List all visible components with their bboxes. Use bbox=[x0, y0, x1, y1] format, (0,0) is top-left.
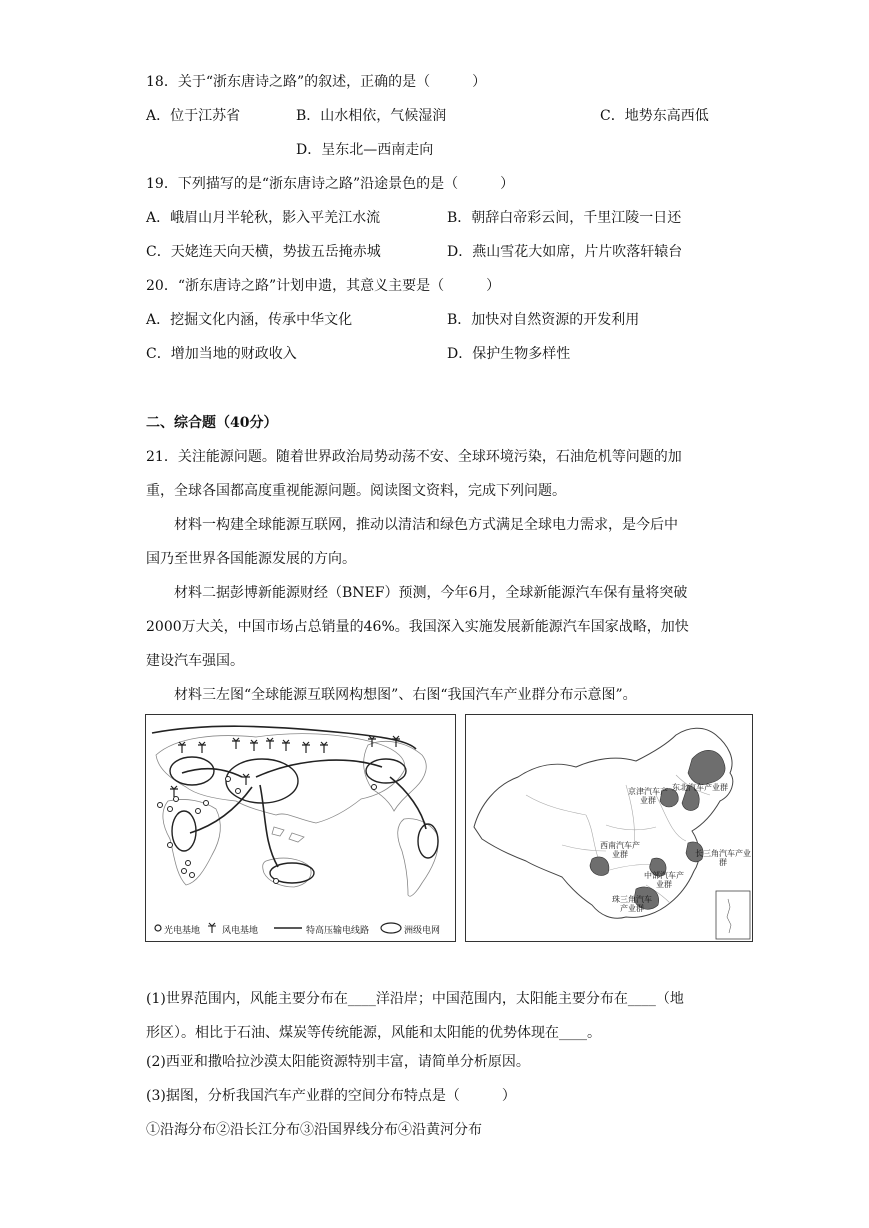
q18-stem: 18．关于“浙东唐诗之路”的叙述，正确的是（ ） bbox=[146, 74, 487, 90]
q19-stem: 19．下列描写的是“浙东唐诗之路”沿途景色的是（ ） bbox=[146, 176, 515, 192]
material1-line2: 国乃至世界各国能源发展的方向。 bbox=[146, 551, 356, 567]
q20-option-a: A．挖掘文化内涵，传承中华文化 bbox=[146, 312, 353, 328]
q18-option-a: A．位于江苏省 bbox=[146, 108, 241, 124]
q20-option-d: D．保护生物多样性 bbox=[447, 346, 571, 362]
label-prd-cluster: 珠三角汽车产业群 bbox=[612, 895, 652, 913]
material2-line2: 2000万大关，中国市场占总销量的46%。我国深入实施发展新能源汽车国家战略，加快 bbox=[146, 619, 689, 635]
q21-intro-line1: 21．关注能源问题。随着世界政治局势动荡不安、全球环境污染，石油危机等问题的加 bbox=[146, 449, 682, 465]
material3-line: 材料三左图“全球能源互联网构想图”、右图“我国汽车产业群分布示意图”。 bbox=[174, 687, 637, 703]
material2-line1: 材料二据彭博新能源财经（BNEF）预测，今年6月，全球新能源汽车保有量将突破 bbox=[174, 585, 688, 601]
q18-option-d: D．呈东北—西南走向 bbox=[296, 142, 434, 158]
section-title: 二、综合题（40分） bbox=[146, 415, 278, 431]
world-map-drawing bbox=[146, 715, 455, 915]
legend-grid: 洲级电网 bbox=[404, 926, 441, 936]
q20-stem: 20．“浙东唐诗之路”计划申遗，其意义主要是（ ） bbox=[146, 278, 501, 294]
legend-wind: 风电基地 bbox=[222, 926, 259, 936]
q21-sub3: (3)据图，分析我国汽车产业群的空间分布特点是（ ） bbox=[146, 1088, 516, 1104]
q19-option-c: C．天姥连天向天横，势拔五岳掩赤城 bbox=[146, 244, 381, 260]
q20-option-c: C．增加当地的财政收入 bbox=[146, 346, 297, 362]
q18-option-c: C．地势东高西低 bbox=[600, 108, 709, 124]
q21-sub1-line2: 形区）。相比于石油、煤炭等传统能源，风能和太阳能的优势体现在____。 bbox=[146, 1025, 601, 1041]
label-central-cluster: 中部汽车产业群 bbox=[644, 871, 684, 889]
material1-line1: 材料一构建全球能源互联网，推动以清洁和绿色方式满足全球电力需求，是今后中 bbox=[174, 517, 678, 533]
label-jingjin-cluster: 京津汽车产业群 bbox=[628, 787, 668, 805]
china-auto-cluster-map bbox=[465, 714, 753, 942]
global-energy-map bbox=[145, 714, 456, 942]
q19-option-b: B．朝辞白帝彩云间，千里江陵一日还 bbox=[447, 210, 682, 226]
legend-solar: 光电基地 bbox=[164, 926, 201, 936]
label-northeast-cluster: 东北汽车产业群 bbox=[672, 783, 728, 792]
china-map-drawing bbox=[466, 715, 752, 941]
label-southwest-cluster: 西南汽车产业群 bbox=[600, 841, 640, 859]
q19-option-a: A．峨眉山月半轮秋，影入平羌江水流 bbox=[146, 210, 381, 226]
q21-intro-line2: 重，全球各国都高度重视能源问题。阅读图文资料，完成下列问题。 bbox=[146, 483, 566, 499]
q21-sub2: (2)西亚和撒哈拉沙漠太阳能资源特别丰富，请简单分析原因。 bbox=[146, 1054, 530, 1070]
label-yangtze-cluster: 长三角汽车产业群 bbox=[695, 849, 751, 867]
q21-sub1-line1: (1)世界范围内，风能主要分布在____洋沿岸；中国范围内，太阳能主要分布在____（地 bbox=[146, 991, 684, 1007]
q20-option-b: B．加快对自然资源的开发利用 bbox=[447, 312, 640, 328]
q19-option-d: D．燕山雪花大如席，片片吹落轩辕台 bbox=[447, 244, 683, 260]
q21-sub3-options: ①沿海分布②沿长江分布③沿国界线分布④沿黄河分布 bbox=[146, 1122, 482, 1138]
legend-uhv-line: 特高压输电线路 bbox=[306, 926, 370, 936]
map-legend bbox=[146, 915, 455, 941]
q18-option-b: B．山水相依，气候湿润 bbox=[296, 108, 447, 124]
material2-line3: 建设汽车强国。 bbox=[146, 653, 244, 669]
